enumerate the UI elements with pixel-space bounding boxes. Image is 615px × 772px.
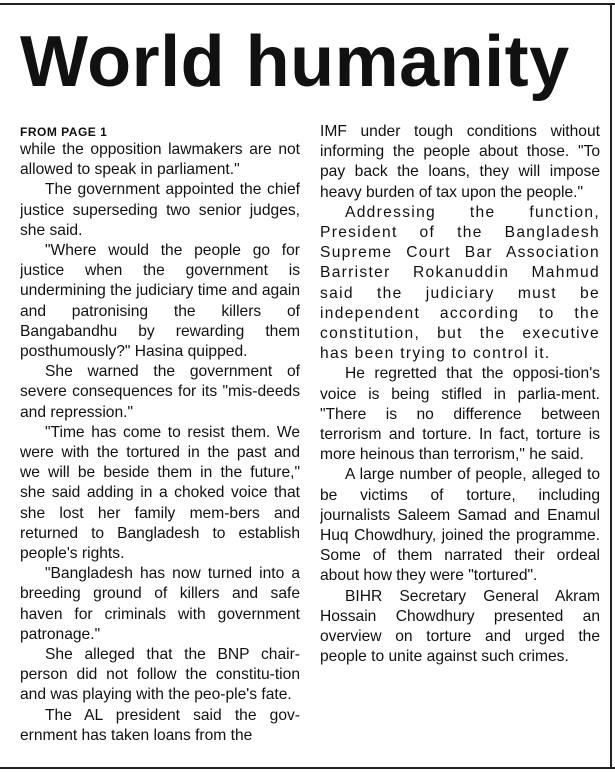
paragraph: "Bangladesh has now turned into a breeding ground of killers and safe haven for criminals with government patronage."	[20, 565, 300, 643]
paragraph: A large number of people, alleged to be victims of torture, including journalists Saleem Samad and Enamul Huq Chowdhury, joined the programme. Some of them narrated their ordeal about how they were "tortured".	[320, 466, 600, 585]
paragraph: Addressing the function, President of the Bangladesh Supreme Court Bar Association Barrister Rokanuddin Mahmud said the judiciary must be independent according to the constitution, but the executive has been trying to control it.	[320, 203, 600, 363]
left-column	[20, 124, 300, 746]
paragraph: He regretted that the opposi-tion's voice is being stifled in parlia-ment. "There is no difference between terrorism and torture. In fact, torture is more heinous than terrorism," he said.	[320, 365, 600, 464]
right-border-rule	[610, 3, 612, 769]
paragraph: while the opposition lawmakers are not allowed to speak in parliament."	[20, 141, 300, 179]
headline: World humanity	[20, 22, 570, 102]
continuation-kicker: FROM PAGE 1	[20, 125, 108, 139]
right-column	[320, 122, 600, 667]
paragraph: IMF under tough conditions without informing the people about those. "To pay back the loans, they will impose heavy burden of tax upon the people."	[320, 123, 600, 201]
top-border-rule	[0, 3, 615, 5]
paragraph: She warned the government of severe consequences for its "mis-deeds and repression."	[20, 363, 300, 421]
paragraph: "Where would the people go for justice when the government is undermining the judiciary time and again and patronising the killers of Bangabandhu by rewarding them posthumously?" Hasina quipped.	[20, 242, 300, 361]
paragraph: The government appointed the chief justice superseding two senior judges, she said.	[20, 181, 300, 239]
paragraph: BIHR Secretary General Akram Hossain Chowdhury presented an overview on torture and urged the people to unite against such crimes.	[320, 587, 600, 666]
paragraph: The AL president said the gov-ernment has taken loans from the	[20, 706, 300, 744]
bottom-border-rule	[0, 767, 615, 769]
paragraph: "Time has come to resist them. We were with the tortured in the past and we will be beside them in the future," she said adding in a choked voice that she lost her family mem-bers and returned to Bangladesh to establish people's rights.	[20, 423, 300, 563]
paragraph: She alleged that the BNP chair-person did not follow the constitu-tion and was playing with the peo-ple's fate.	[20, 646, 300, 704]
